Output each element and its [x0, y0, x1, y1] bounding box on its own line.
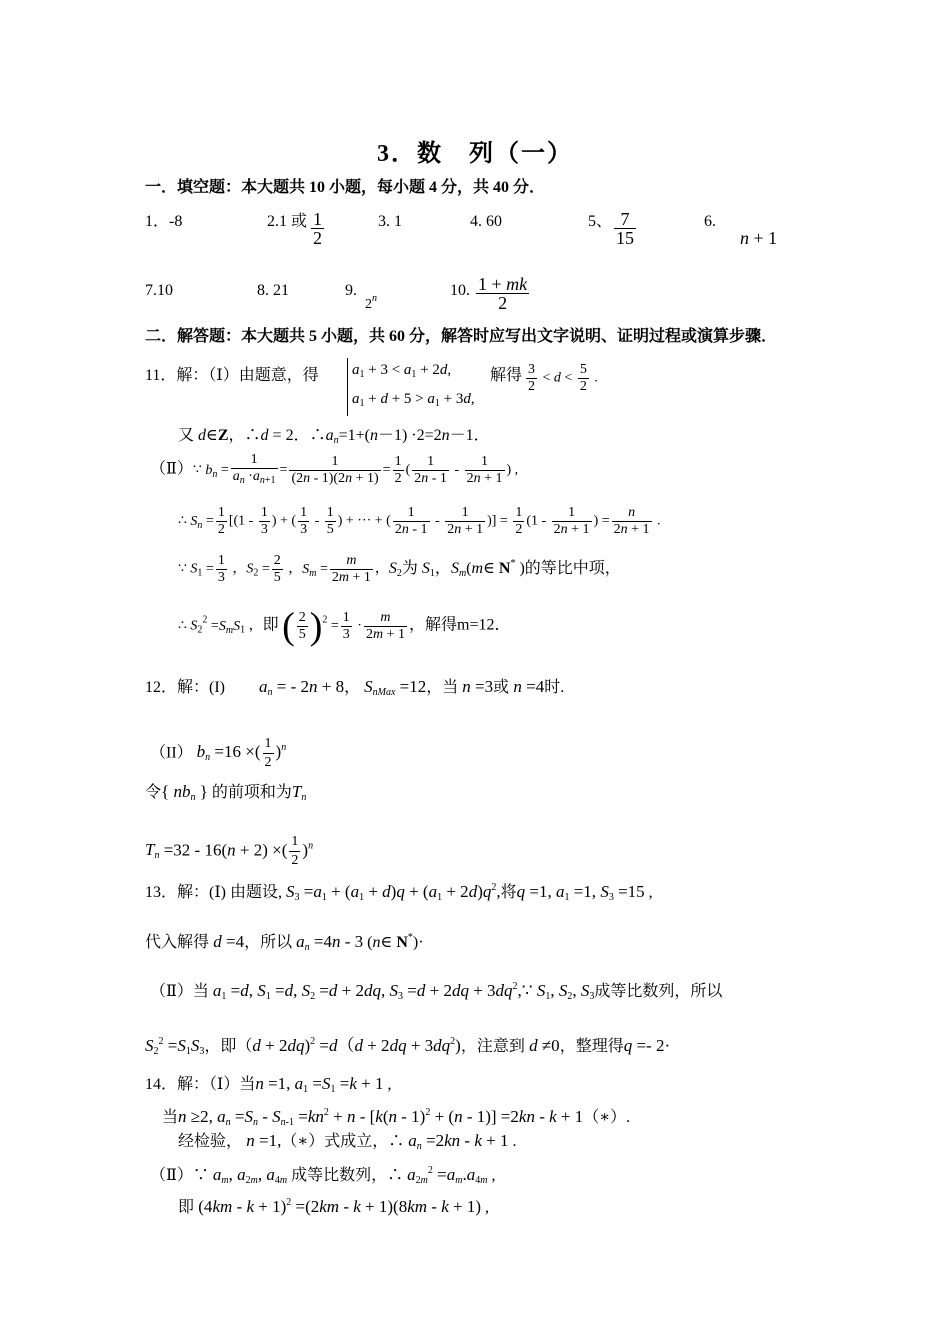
- answer-2-fraction: $\frac{1}{2}$: [313, 209, 322, 248]
- answer-6-value: n + 1: [740, 228, 778, 248]
- page-title: 3．数 列（一）: [377, 141, 573, 167]
- q14-line3: 经检验， n =1,（∗）式成立，∴ $a_n =2kn - k + 1$ .: [178, 1131, 517, 1152]
- answer-10-fraction: $\frac{1 + mk}{2}$: [478, 274, 528, 313]
- q12-tn: $T_n =32 - 16(n + 2)$ ×( $\frac{1}{2}$ )$^n$: [145, 834, 314, 868]
- q12-bn: （II） $b_n =16$ ×( $\frac{1}{2}$ )$^n$: [150, 736, 287, 770]
- q14-line2: 当n ≥2, $a_n =S_n - S_{n-1} =kn^2 + n - [k(n - 1)^2 + (n - 1)] =2kn - k$ + 1（∗）.: [162, 1107, 631, 1128]
- q11-intro: 11．解：（Ⅰ）由题意，得: [145, 367, 319, 384]
- q14-line1: 14．解：（Ⅰ）当n =1, $a_1 =S_1 =k + 1$ ,: [145, 1074, 392, 1095]
- q11-solve-label: 解得: [490, 367, 523, 384]
- q13-line4: $S_2^2 =S_1S_3$，即$(d + 2dq)^2 =d(d + 2dq + 3dq^2)$，注意到 d ≠0，整理得q =- 2·: [145, 1036, 671, 1057]
- answer-5-fraction: $\frac{7}{15}$: [616, 209, 634, 248]
- answer-8: 8. 21: [257, 282, 289, 299]
- q11-system: $a_1 + 3 < a_1 + 2d$, $a_1 + d + 5 > a_1 + 3d$,: [347, 358, 475, 416]
- section-heading-fill: 一．填空题：本大题共 10 小题，每小题 4 分，共 40 分．: [145, 179, 546, 196]
- answer-2: [267, 212, 307, 232]
- q13-line2: 代入解得 d =4，所以 $a_n =4n - 3$ (n∈ N*)·: [145, 932, 424, 953]
- answer-9-label: 9.: [345, 282, 357, 299]
- q11-sn: ∴ $S_n$ = $\frac{1}{2}$ [(1 - $\frac{1}{3}$ ) + ( $\frac{1}{3}$ - $\frac{1}{5}$ ) + ··· + ( $\frac{1}{2n - 1}$ - $\frac{1}{2n + 1}$ )] = $\frac{1}{2}$ (1 - $\frac{1}{2n + 1}$ ) = $\frac{n}{2n + 1}$ .: [178, 505, 661, 537]
- q14-line5: 即 $(4km - k + 1)^2 =(2km - k + 1)(8km - k + 1)$ ,: [178, 1197, 489, 1216]
- q13-line3: （Ⅱ）当 $a_1 =d$, $S_1 =d$, $S_2 =d + 2dq$, $S_3 =d + 2dq$ + $3dq^2,\because$ $S_1$, $S_2$, $S_3$成等比数列，所以: [150, 981, 723, 1002]
- q11-d-value: 又 d∈Z，∴d = 2．$\therefore a_n=1+(n-1) \cdot 2=2n-1$．: [178, 427, 490, 446]
- q11-bn: （Ⅱ）∵ $b_n$ = $\frac{1}{a_n \cdot a_{n+1}}$ = $\frac{1}{(2n - 1)(2n + 1)}$ = $\frac{1}{2}$ ( $\frac{1}{2n - 1}$ - $\frac{1}{2n + 1}$ ) ,: [150, 452, 519, 486]
- q13-line1: 13．解：(Ⅰ) 由题设, $S_3 =a_1 + (a_1 + d)q + (a_1 + 2d)q^2$,将q =1, $a_1 =1$, $S_3 =15$ ,: [145, 882, 653, 903]
- q11-solve-ineq: $\frac{3}{2}$ < d < $\frac{5}{2}$ .: [528, 362, 598, 394]
- q11-s-values: ∵ $S_1$ = $\frac{1}{3}$ ，$S_2$ = $\frac{2}{5}$ ，$S_m$ = $\frac{m}{2m + 1}$ ，$S_2$为 $S_1$，$S_m(m\in$ N* )的等比中项，: [178, 553, 621, 585]
- q14-line4: （Ⅱ）∵ $a_m$, $a_{2m}$, $a_{4m}$ 成等比数列，∴ $a_{2m}^2 =a_m.a_{4m}$ ,: [150, 1165, 496, 1186]
- answer-1: 1．-8: [145, 213, 183, 230]
- answer-10-label: 10.: [450, 282, 470, 299]
- answer-5-label: 5、: [588, 213, 613, 230]
- answer-3: 3. 1: [378, 213, 402, 230]
- q11-equation: ∴ $S_2^2 =S_mS_1$ ，即 ( $\frac{2}{5}$ )$^2$ = $\frac{1}{3}$ · $\frac{m}{2m + 1}$ ，解得m=12．: [178, 605, 511, 648]
- section-heading-solve: 二．解答题：本大题共 5 小题，共 60 分，解答时应写出文字说明、证明过程或演算步骤．: [145, 328, 778, 345]
- answer-7: 7.10: [145, 282, 173, 299]
- answer-2-label: 2.1 或: [267, 213, 308, 230]
- q12-line1: 12．解：(I) $a_n$ = - 2n + 8， $S_{nMax} =12$，当 n =3或 n =4时.: [145, 677, 565, 698]
- q12-ling: 令{ $nb_n$ } 的前项和为$T_n$: [145, 782, 307, 803]
- answer-6-label: 6.: [704, 213, 716, 230]
- answer-4: 4. 60: [470, 213, 502, 230]
- answer-9-value: 2$^n$: [365, 293, 377, 312]
